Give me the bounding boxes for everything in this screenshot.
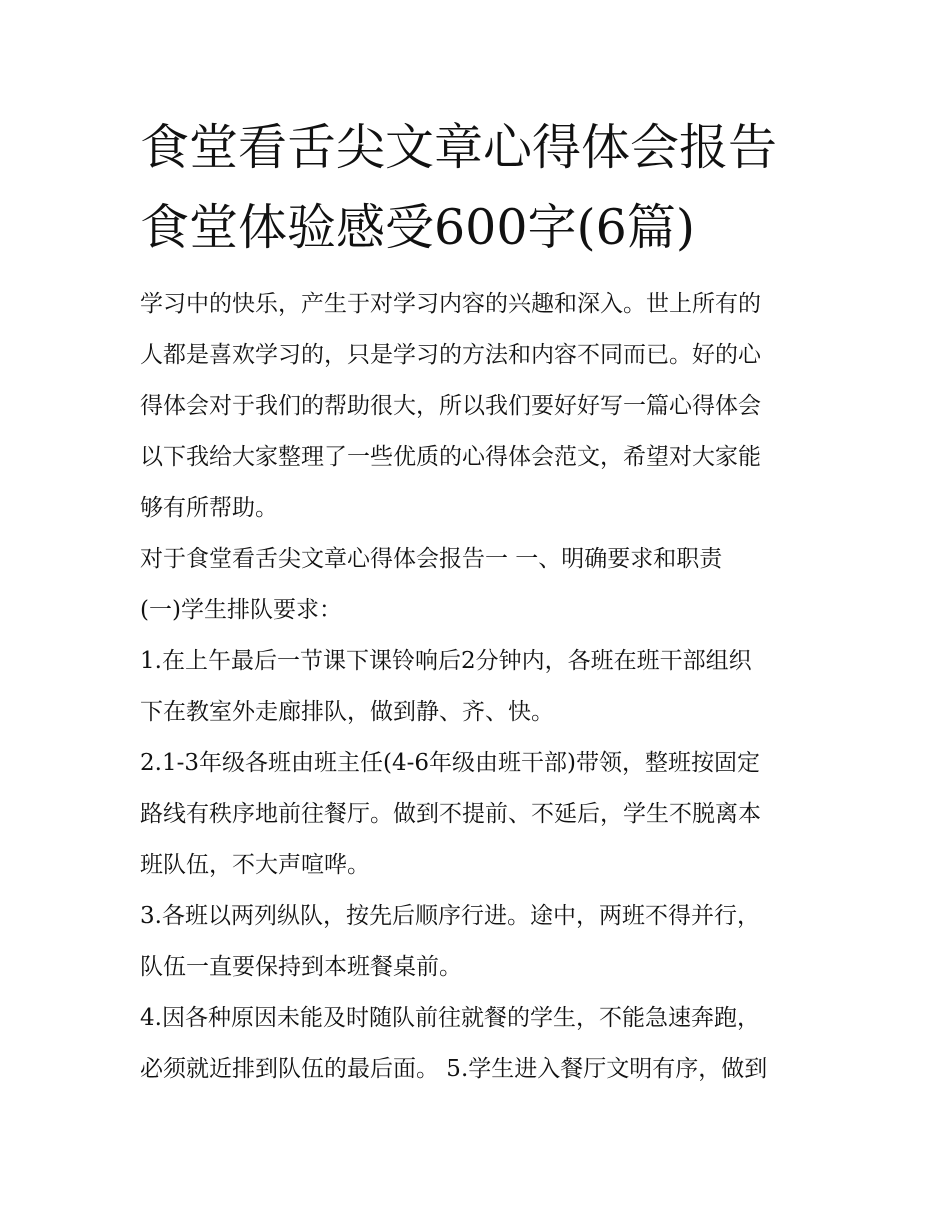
list-item-line: 3.各班以两列纵队，按先后顺序行进。途中，两班不得并行，: [140, 903, 760, 929]
list-item-line: 路线有秩序地前往餐厅。做到不提前、不延后，学生不脱离本: [140, 801, 761, 827]
list-item-line: 1.在上午最后一节课下课铃响后2分钟内，各班在班干部组织: [140, 648, 752, 674]
body-line: 学习中的快乐，产生于对学习内容的兴趣和深入。世上所有的: [140, 291, 761, 317]
body-line: 人都是喜欢学习的，只是学习的方法和内容不同而已。好的心: [140, 342, 761, 368]
list-item-line: 下在教室外走廊排队，做到静、齐、快。: [140, 699, 554, 725]
list-item-line: 2.1-3年级各班由班主任(4-6年级由班干部)带领，整班按固定: [140, 750, 760, 776]
document-title: [140, 108, 840, 268]
list-item-line: 必须就近排到队伍的最后面。 5.学生进入餐厅文明有序，做到: [140, 1056, 768, 1082]
body-line: 够有所帮助。: [140, 495, 278, 521]
body-line: 得体会对于我们的帮助很大，所以我们要好好写一篇心得体会: [140, 393, 761, 419]
list-item-line: 班队伍，不大声喧哗。: [140, 852, 370, 878]
title-line-1: 食堂看舌尖文章心得体会报告: [140, 119, 778, 176]
list-item-line: 4.因各种原因未能及时随队前往就餐的学生，不能急速奔跑，: [140, 1005, 760, 1031]
body-line: 以下我给大家整理了一些优质的心得体会范文，希望对大家能: [140, 444, 761, 470]
title-line-2: 食堂体验感受600字(6篇): [140, 199, 695, 256]
subsection-heading-line: (一)学生排队要求：: [140, 597, 342, 623]
document-body: [140, 279, 820, 1095]
list-item-line: 队伍一直要保持到本班餐桌前。: [140, 954, 462, 980]
section-heading-line: 对于食堂看舌尖文章心得体会报告一 一、明确要求和职责: [140, 546, 723, 572]
